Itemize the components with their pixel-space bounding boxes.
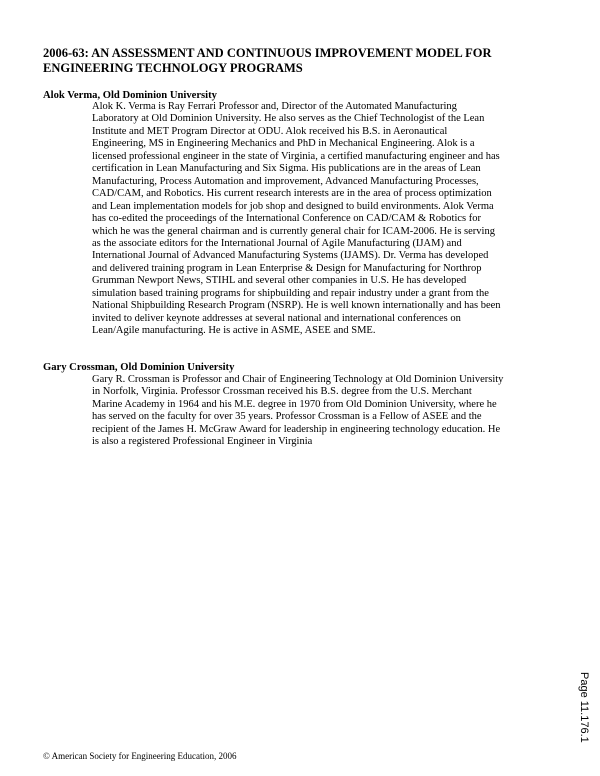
page-number: Page 11.176.1 [578, 672, 590, 743]
bio-line: Marine Academy in 1964 and his M.E. degree in 1970 from Old Dominion University, where he [92, 398, 497, 410]
bio-line: certification in Lean Manufacturing and Six Sigma. His publications are in the areas of Lean [92, 163, 481, 175]
bio-line: has co-edited the proceedings of the International Conference on CAD/CAM & Robotics for [92, 213, 481, 225]
bio-line: has served on the faculty for over 35 years. Professor Crossman is a Fellow of ASEE and the [92, 411, 482, 423]
bio-line: International Journal of Advanced Manufacturing Systems (IJAMS). Dr. Verma has developed [92, 250, 489, 262]
paper-title-line: ENGINEERING TECHNOLOGY PROGRAMS [43, 61, 303, 75]
author-heading-verma: Alok Verma, Old Dominion University [43, 90, 217, 101]
author-bio-crossman [92, 374, 562, 449]
bio-line: Laboratory at Old Dominion University. He also serves as the Chief Technologist of the Lean [92, 113, 485, 125]
bio-line: in Norfolk, Virginia. Professor Crossman received his B.S. degree from the U.S. Merchant [92, 386, 472, 398]
bio-line: recipient of the James H. McGraw Award for leadership in engineering technology education. He [92, 423, 501, 435]
bio-line: Gary R. Crossman is Professor and Chair of Engineering Technology at Old Dominion University [92, 374, 504, 385]
copyright-footer: © American Society for Engineering Education, 2006 [43, 751, 237, 761]
paper-title-line: 2006-63: AN ASSESSMENT AND CONTINUOUS IMPROVEMENT MODEL FOR [43, 46, 492, 60]
bio-line: which he was the general chairman and is currently general chair for ICAM-2006. He is serving [92, 225, 495, 237]
bio-line: CAD/CAM, and Robotics. His current research interests are in the area of process optimization [92, 188, 492, 200]
bio-line: Alok K. Verma is Ray Ferrari Professor and, Director of the Automated Manufacturing [92, 101, 457, 112]
bio-line: and delivered training program in Lean Enterprise & Design for Manufacturing for Northrop [92, 262, 482, 274]
bio-line: Manufacturing, Process Automation and improvement, Advanced Manufacturing Processes, [92, 175, 479, 187]
bio-line: simulation based training programs for shipbuilding and repair industry under a grant from the [92, 287, 489, 299]
bio-line: Institute and MET Program Director at ODU. Alok received his B.S. in Aeronautical [92, 125, 448, 137]
bio-line: invited to deliver keynote addresses at several national and international conferences on [92, 312, 461, 324]
bio-line: Grumman Newport News, STIHL and several other companies in U.S. He has developed [92, 275, 467, 287]
bio-line: National Shipbuilding Research Program (NSRP). He is well known internationally and has been [92, 300, 501, 312]
bio-line: is also a registered Professional Engineer in Virginia [92, 436, 313, 448]
bio-line: as the associate editors for the International Journal of Agile Manufacturing (IJAM) and [92, 237, 462, 249]
author-heading-crossman: Gary Crossman, Old Dominion University [43, 362, 235, 373]
bio-line: Lean/Agile manufacturing. He is active in ASME, ASEE and SME. [92, 325, 376, 337]
paper-title [43, 46, 583, 76]
bio-line: Engineering, MS in Engineering Mechanics and PhD in Mechanical Engineering. Alok is a [92, 138, 475, 150]
bio-line: licensed professional engineer in the state of Virginia, a certified manufacturing engineer and has [92, 150, 500, 162]
bio-line: and Lean implementation models for job shop and designed to build environments. Alok Verma [92, 200, 494, 212]
author-bio-verma [92, 101, 562, 338]
